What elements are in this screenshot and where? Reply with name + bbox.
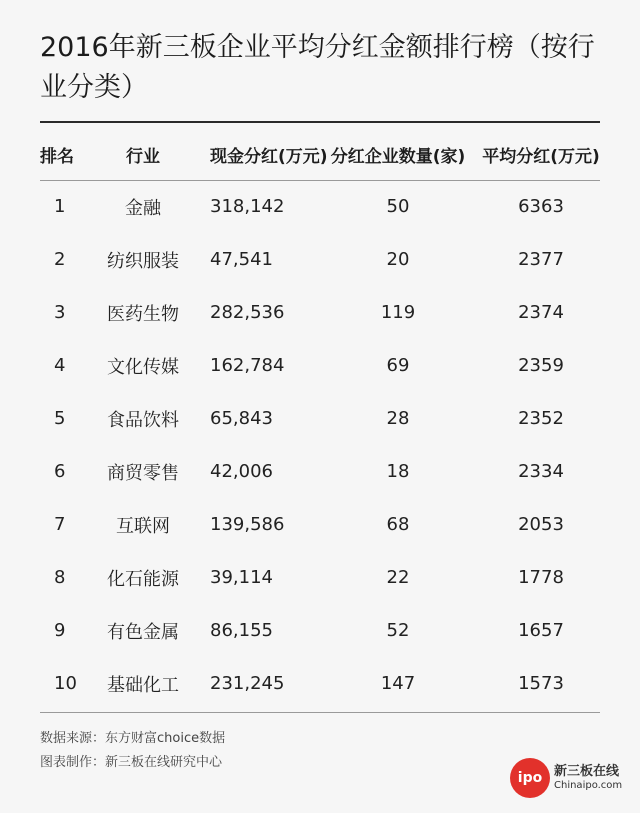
header-cash-dividend: 现金分红(万元) bbox=[210, 147, 328, 167]
table-row bbox=[40, 445, 608, 498]
company-count-cell: 20 bbox=[386, 249, 410, 270]
average-dividend-cell: 2374 bbox=[518, 302, 564, 323]
industry-cell: 商贸零售 bbox=[107, 462, 179, 484]
table-row bbox=[40, 339, 608, 392]
source-note: 数据来源：东方财富choice数据 bbox=[40, 731, 226, 746]
average-dividend-cell: 2352 bbox=[518, 408, 564, 429]
cash-dividend-cell: 282,536 bbox=[210, 302, 285, 323]
average-dividend-cell: 1778 bbox=[518, 567, 564, 588]
company-count-cell: 147 bbox=[380, 673, 416, 694]
cash-dividend-cell: 86,155 bbox=[210, 620, 273, 641]
rank-cell: 9 bbox=[54, 620, 66, 641]
header-average-dividend: 平均分红(万元) bbox=[482, 147, 600, 167]
industry-cell: 有色金属 bbox=[107, 621, 179, 643]
rank-cell: 7 bbox=[54, 514, 66, 535]
table-header-row bbox=[40, 129, 608, 180]
cash-dividend-cell: 47,541 bbox=[210, 249, 273, 270]
maker-note: 图表制作：新三板在线研究中心 bbox=[40, 755, 223, 770]
company-count-cell: 52 bbox=[386, 620, 410, 641]
company-count-cell: 50 bbox=[386, 196, 410, 217]
rank-cell: 4 bbox=[54, 355, 66, 376]
rank-cell: 1 bbox=[54, 196, 66, 217]
average-dividend-cell: 1657 bbox=[518, 620, 564, 641]
table-row bbox=[40, 604, 608, 657]
logo-mark: ipo bbox=[510, 758, 550, 798]
industry-cell: 医药生物 bbox=[107, 303, 179, 325]
header-rank: 排名 bbox=[40, 147, 74, 167]
company-count-cell: 28 bbox=[386, 408, 410, 429]
rank-cell: 3 bbox=[54, 302, 66, 323]
company-count-cell: 68 bbox=[386, 514, 410, 535]
logo-url: Chinaipo.com bbox=[554, 780, 623, 791]
average-dividend-cell: 6363 bbox=[518, 196, 564, 217]
industry-cell: 文化传媒 bbox=[107, 356, 179, 378]
table-row bbox=[40, 551, 608, 604]
chart-title: 2016年新三板企业平均分红金额排行榜（按行业分类） bbox=[40, 32, 595, 103]
header-rule bbox=[40, 180, 600, 181]
industry-cell: 化石能源 bbox=[107, 568, 179, 590]
industry-cell: 纺织服装 bbox=[107, 250, 179, 272]
logo-name: 新三板在线 bbox=[554, 764, 620, 779]
table-row bbox=[40, 286, 608, 339]
header-industry: 行业 bbox=[126, 147, 160, 167]
industry-cell: 基础化工 bbox=[107, 674, 179, 696]
company-count-cell: 22 bbox=[386, 567, 410, 588]
table-row bbox=[40, 180, 608, 233]
rank-cell: 8 bbox=[54, 567, 66, 588]
cash-dividend-cell: 318,142 bbox=[210, 196, 285, 217]
bottom-rule bbox=[40, 712, 600, 713]
company-count-cell: 119 bbox=[380, 302, 416, 323]
logo bbox=[510, 758, 623, 800]
rank-cell: 10 bbox=[54, 673, 77, 694]
table-body bbox=[40, 180, 608, 710]
average-dividend-cell: 2053 bbox=[518, 514, 564, 535]
average-dividend-cell: 1573 bbox=[518, 673, 564, 694]
footer bbox=[40, 727, 225, 775]
table-row bbox=[40, 498, 608, 551]
average-dividend-cell: 2334 bbox=[518, 461, 564, 482]
cash-dividend-cell: 231,245 bbox=[210, 673, 285, 694]
industry-cell: 互联网 bbox=[116, 515, 170, 537]
cash-dividend-cell: 39,114 bbox=[210, 567, 273, 588]
rank-cell: 6 bbox=[54, 461, 66, 482]
cash-dividend-cell: 139,586 bbox=[210, 514, 285, 535]
top-rule bbox=[40, 121, 600, 123]
average-dividend-cell: 2377 bbox=[518, 249, 564, 270]
industry-cell: 金融 bbox=[125, 197, 161, 219]
cash-dividend-cell: 65,843 bbox=[210, 408, 273, 429]
table-row bbox=[40, 233, 608, 286]
industry-cell: 食品饮料 bbox=[107, 409, 179, 431]
average-dividend-cell: 2359 bbox=[518, 355, 564, 376]
ranking-table bbox=[40, 129, 608, 710]
table-row bbox=[40, 392, 608, 445]
rank-cell: 2 bbox=[54, 249, 66, 270]
cash-dividend-cell: 162,784 bbox=[210, 355, 285, 376]
company-count-cell: 69 bbox=[386, 355, 410, 376]
cash-dividend-cell: 42,006 bbox=[210, 461, 273, 482]
table-row bbox=[40, 657, 608, 710]
rank-cell: 5 bbox=[54, 408, 66, 429]
company-count-cell: 18 bbox=[386, 461, 410, 482]
header-company-count: 分红企业数量(家) bbox=[330, 147, 466, 167]
